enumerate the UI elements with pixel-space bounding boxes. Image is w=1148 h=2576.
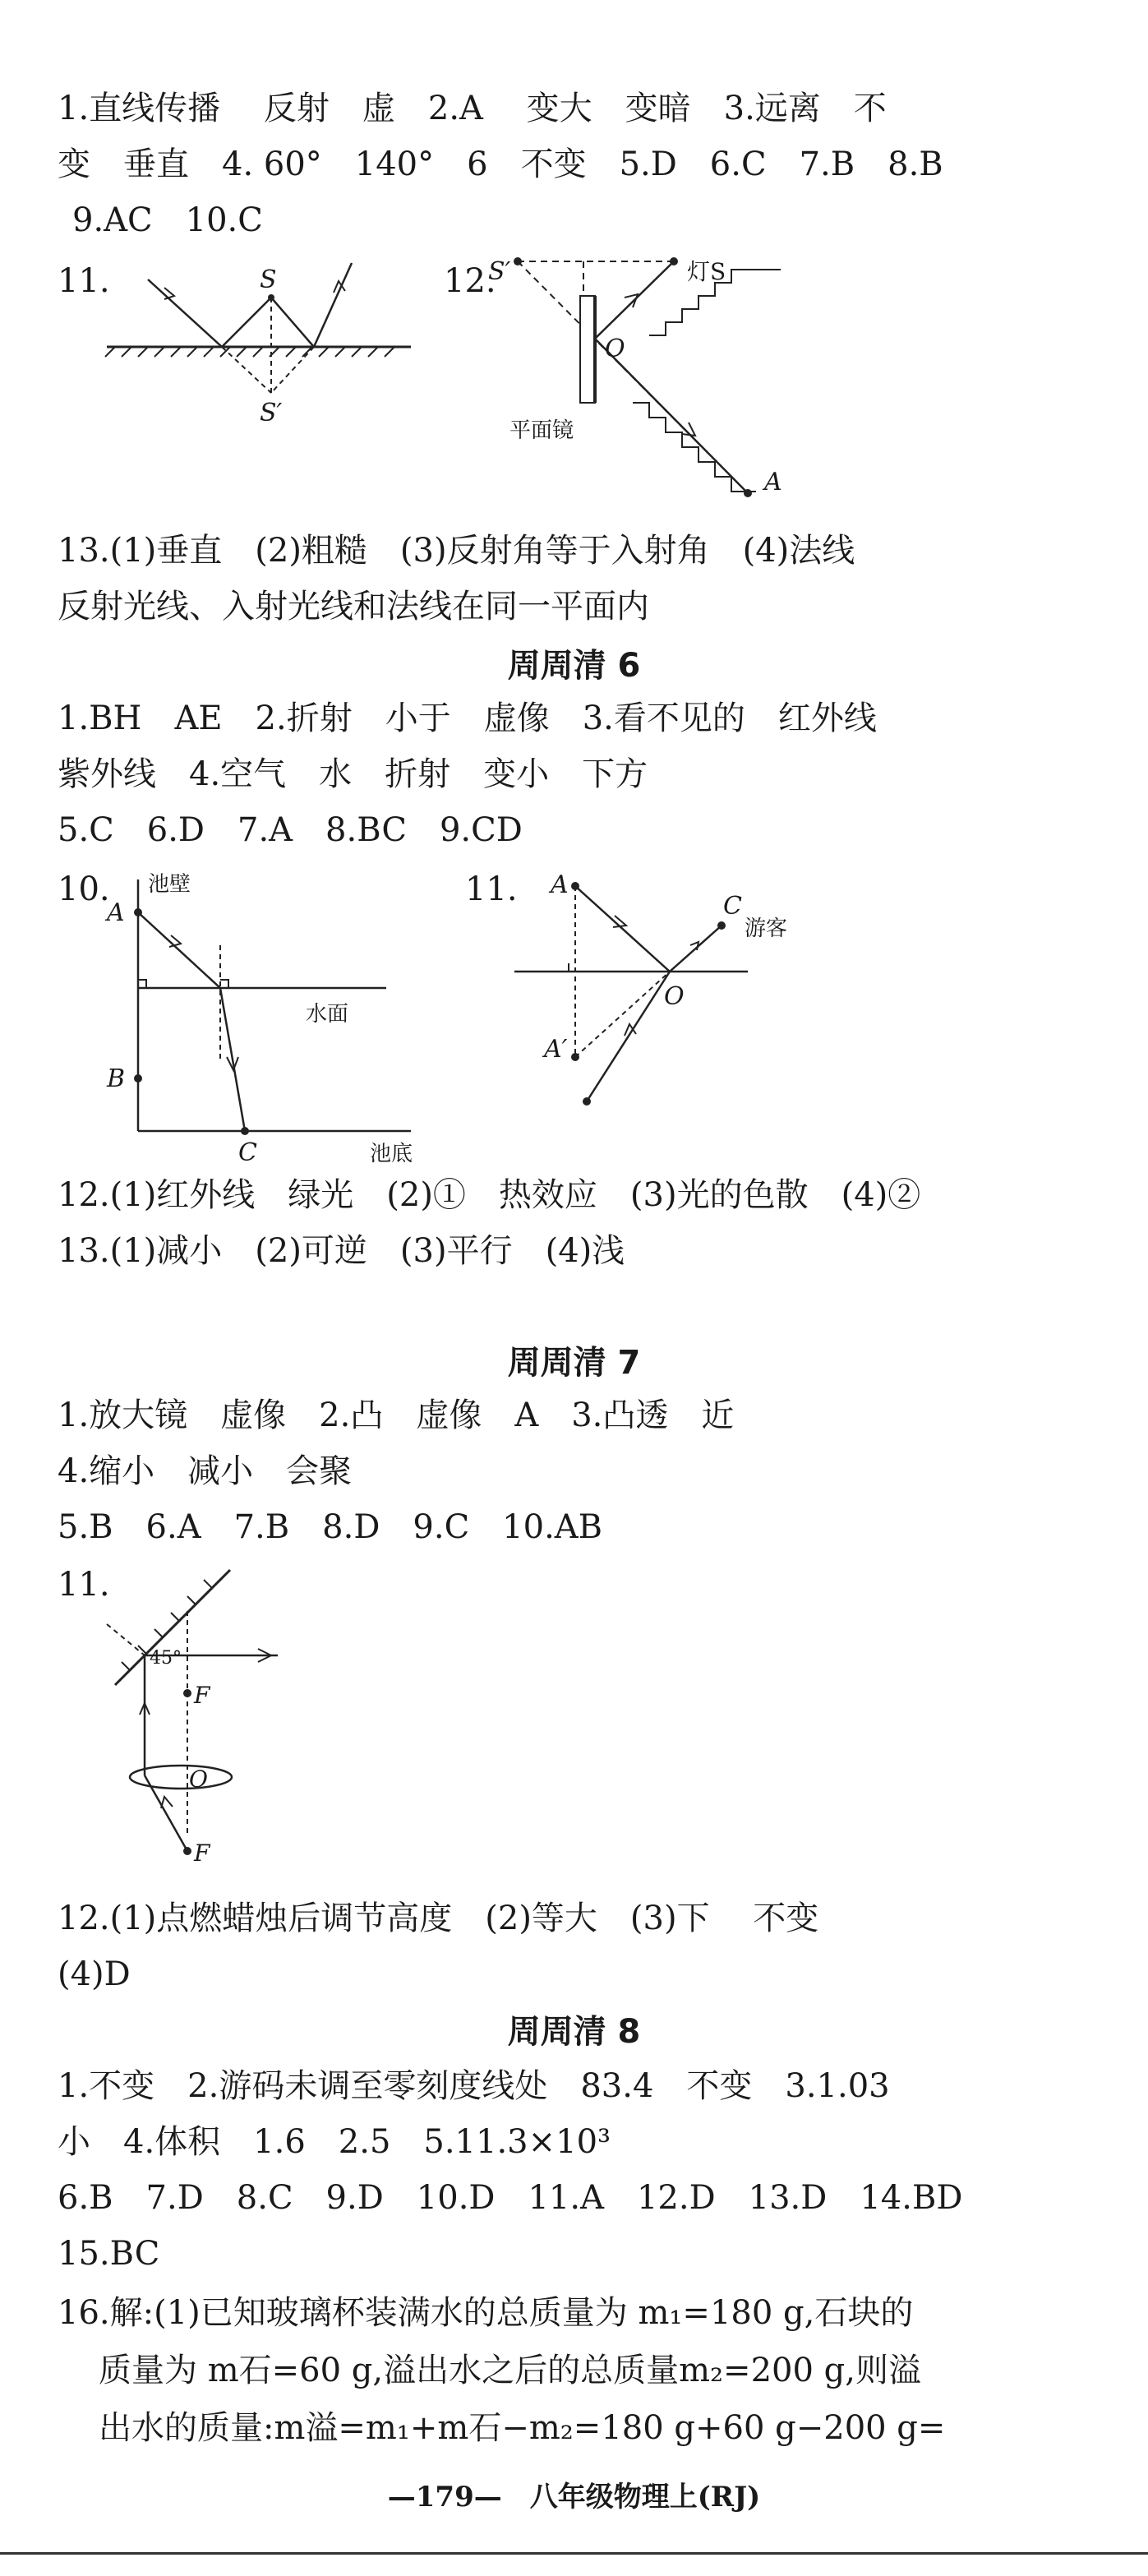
s8-line-1: 1.不变 2.游码未调至零刻度线处 83.4 不变 3.1.03 bbox=[58, 2067, 890, 2105]
figure-q11b-refraction bbox=[501, 863, 797, 1110]
s7-line-3: 5.B 6.A 7.B 8.D 9.C 10.AB bbox=[58, 1508, 603, 1546]
label-S: S bbox=[260, 265, 277, 294]
s6-line-2: 紫外线 4.空气 水 折射 变小 下方 bbox=[58, 755, 648, 793]
s6-line-12: 12.(1)红外线 绿光 (2)① 热效应 (3)光的色散 (4)② bbox=[58, 1176, 921, 1214]
label-45-degrees: 45° bbox=[150, 1648, 182, 1669]
question-12-label: 12. bbox=[444, 262, 496, 300]
s8-line-2: 小 4.体积 1.6 2.5 5.11.3×10³ bbox=[58, 2123, 611, 2161]
label-O-12: O bbox=[605, 335, 625, 363]
label-A-10: A bbox=[107, 898, 125, 927]
s8-line-4: 15.BC bbox=[58, 2235, 160, 2273]
answer-line-2: 变 垂直 4. 60° 140° 6 不变 5.D 6.C 7.B 8.B bbox=[58, 145, 943, 183]
figure-q11-reflection bbox=[99, 247, 419, 427]
question-11-label: 11. bbox=[58, 262, 110, 300]
label-C-11b: C bbox=[723, 892, 742, 921]
figure-q11c-lens bbox=[99, 1562, 312, 1890]
question-11c-label: 11. bbox=[58, 1566, 110, 1604]
label-pool-wall: 池壁 bbox=[148, 872, 191, 897]
s7-line-1: 1.放大镜 虚像 2.凸 虚像 A 3.凸透 近 bbox=[58, 1396, 735, 1434]
section-title-6: 周周清 6 bbox=[507, 647, 641, 685]
label-S-prime-12: S′ bbox=[488, 257, 511, 286]
label-S-prime: S′ bbox=[260, 399, 283, 427]
figure-q12-mirror bbox=[485, 247, 814, 510]
answer-line-13a: 13.(1)垂直 (2)粗糙 (3)反射角等于入射角 (4)法线 bbox=[58, 532, 855, 570]
label-O-11b: O bbox=[664, 982, 685, 1011]
label-B-10: B bbox=[107, 1064, 126, 1093]
s6-line-3: 5.C 6.D 7.A 8.BC 9.CD bbox=[58, 811, 523, 849]
label-water-surface: 水面 bbox=[306, 1002, 349, 1027]
page-footer: —179— 八年级物理上(RJ) bbox=[387, 2481, 761, 2514]
s7-line-2: 4.缩小 减小 会聚 bbox=[58, 1452, 353, 1490]
label-pool-bottom: 池底 bbox=[370, 1142, 413, 1166]
label-F-top: F bbox=[194, 1682, 210, 1709]
answer-line-13b: 反射光线、入射光线和法线在同一平面内 bbox=[58, 588, 649, 626]
label-C-10: C bbox=[238, 1138, 257, 1167]
s7-line-12b: (4)D bbox=[58, 1955, 131, 1993]
answer-line-3: 9.AC 10.C bbox=[72, 201, 263, 239]
section-title-7: 周周清 7 bbox=[507, 1344, 641, 1382]
label-A-prime: A′ bbox=[544, 1035, 568, 1064]
section-title-8: 周周清 8 bbox=[507, 2013, 641, 2051]
s8-line-5: 16.解:(1)已知玻璃杯装满水的总质量为 m₁=180 g,石块的 bbox=[58, 2294, 914, 2332]
s6-line-13: 13.(1)减小 (2)可逆 (3)平行 (4)浅 bbox=[58, 1232, 625, 1270]
s6-line-1: 1.BH AE 2.折射 小于 虚像 3.看不见的 红外线 bbox=[58, 699, 877, 737]
label-tourist: 游客 bbox=[745, 916, 788, 941]
question-10-label: 10. bbox=[58, 870, 110, 908]
answer-line-1: 1.直线传播 反射 虚 2.A 变大 变暗 3.远离 不 bbox=[58, 90, 887, 127]
label-plane-mirror: 平面镜 bbox=[509, 418, 574, 443]
label-A-11b: A bbox=[551, 870, 569, 899]
bottom-rule bbox=[0, 2552, 1148, 2555]
s8-line-7: 出水的质量:m溢=m₁+m石−m₂=180 g+60 g−200 g= bbox=[99, 2409, 946, 2447]
s7-line-12a: 12.(1)点燃蜡烛后调节高度 (2)等大 (3)下 不变 bbox=[58, 1900, 819, 1937]
label-F-bottom: F bbox=[194, 1840, 210, 1867]
label-A-12: A bbox=[764, 468, 782, 496]
question-11b-label: 11. bbox=[465, 870, 518, 908]
label-O-lens: O bbox=[189, 1766, 208, 1793]
figure-q10-refraction bbox=[99, 863, 444, 1167]
label-lamp-S: 灯S bbox=[687, 258, 726, 285]
s8-line-3: 6.B 7.D 8.C 9.D 10.D 11.A 12.D 13.D 14.BD bbox=[58, 2179, 963, 2217]
s8-line-6: 质量为 m石=60 g,溢出水之后的总质量m₂=200 g,则溢 bbox=[99, 2352, 921, 2389]
